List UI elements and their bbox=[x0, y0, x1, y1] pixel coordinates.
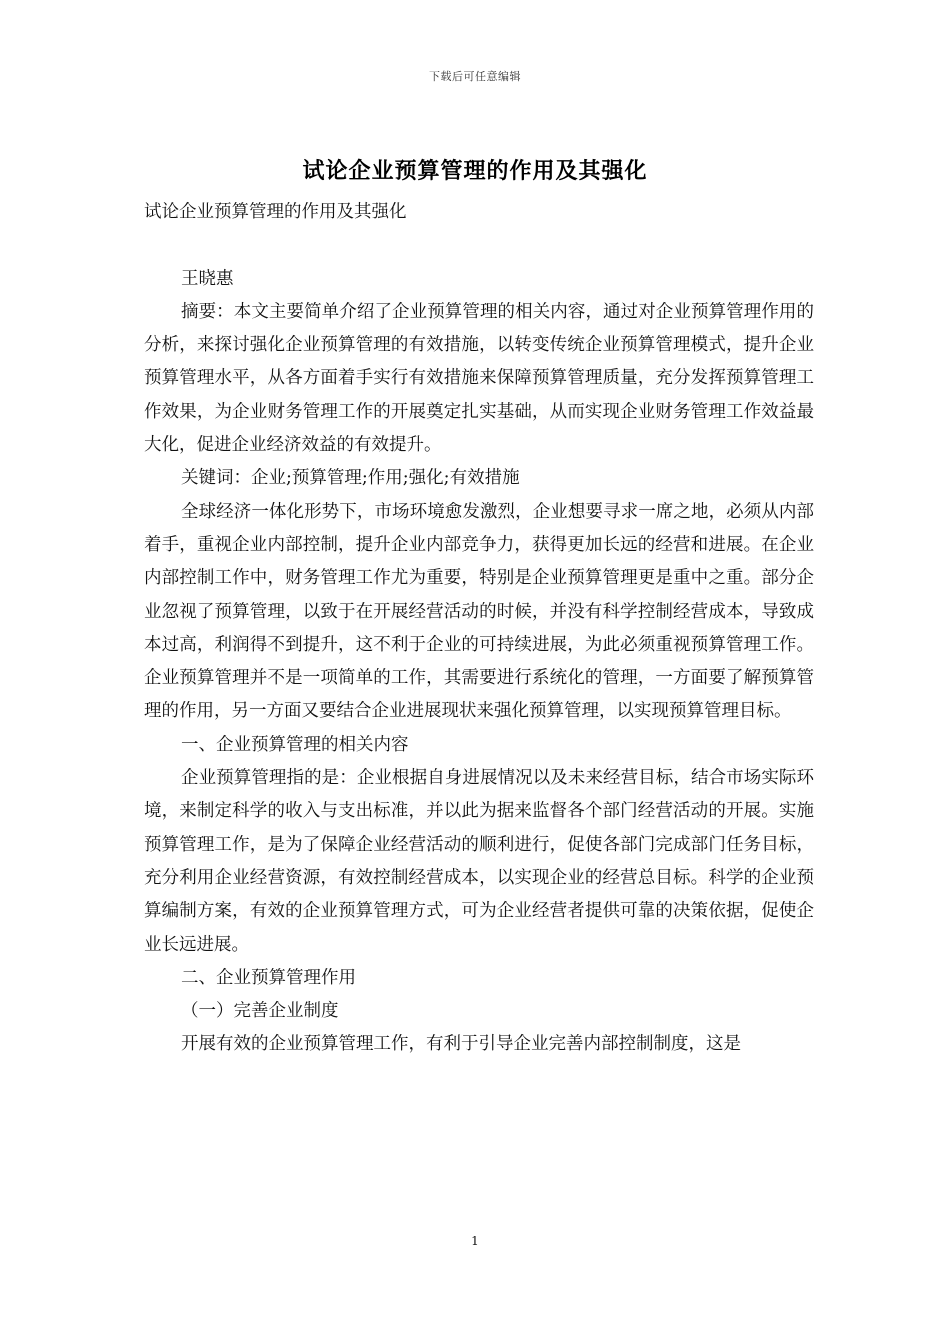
section-2-heading: 二、企业预算管理作用 bbox=[181, 967, 356, 988]
section-1-paragraph: 企业预算管理指的是：企业根据自身进展情况以及未来经营目标，结合市场实际环境，来制定科学的收入与支出标准，并以此为据来监督各个部门经营活动的开展。实施预算管理工作，是为了保障企业经营活动的顺利进行，促使各部门完成部门任务目标，充分利用企业经营资源，有效控制经营成本，以实现企业的经营总目标。科学的企业预算编制方案，有效的企业预算管理方式，可为企业经营者提供可靠的决策依据，促使企业长远进展。 bbox=[144, 768, 814, 955]
abstract-paragraph: 摘要：本文主要简单介绍了企业预算管理的相关内容，通过对企业预算管理作用的分析，来探讨强化企业预算管理的有效措施，以转变传统企业预算管理模式，提升企业预算管理水平，从各方面着手实行有效措施来保障预算管理质量，充分发挥预算管理工作效果，为企业财务管理工作的开展奠定扎实基础，从而实现企业财务管理工作效益最大化，促进企业经济效益的有效提升。 bbox=[144, 301, 814, 456]
page-number: 1 bbox=[471, 1234, 479, 1248]
section-2-sub-1-paragraph: 开展有效的企业预算管理工作，有利于引导企业完善内部控制制度，这是 bbox=[181, 1034, 741, 1055]
keywords-line: 关键词：企业;预算管理;作用;强化;有效措施 bbox=[181, 468, 520, 489]
document-body bbox=[144, 196, 814, 1062]
section-2-subheading-1: （一）完善企业制度 bbox=[181, 1001, 339, 1022]
section-1-heading: 一、企业预算管理的相关内容 bbox=[181, 734, 409, 755]
blank-line bbox=[144, 229, 814, 262]
intro-paragraph: 全球经济一体化形势下，市场环境愈发激烈，企业想要寻求一席之地，必须从内部着手，重视企业内部控制，提升企业内部竞争力，获得更加长远的经营和进展。在企业内部控制工作中，财务管理工作尤为重要，特别是企业预算管理更是重中之重。部分企业忽视了预算管理，以致于在开展经营活动的时候，并没有科学控制经营成本，导致成本过高，利润得不到提升，这不利于企业的可持续进展，为此必须重视预算管理工作。企业预算管理并不是一项简单的工作，其需要进行系统化的管理，一方面要了解预算管理的作用，另一方面又要结合企业进展现状来强化预算管理，以实现预算管理目标。 bbox=[144, 501, 814, 722]
document-title: 试论企业预算管理的作用及其强化 bbox=[302, 158, 648, 184]
author-name: 王晓惠 bbox=[181, 268, 234, 289]
header-note: 下载后可任意编辑 bbox=[429, 70, 521, 83]
document-subtitle: 试论企业预算管理的作用及其强化 bbox=[144, 202, 407, 222]
